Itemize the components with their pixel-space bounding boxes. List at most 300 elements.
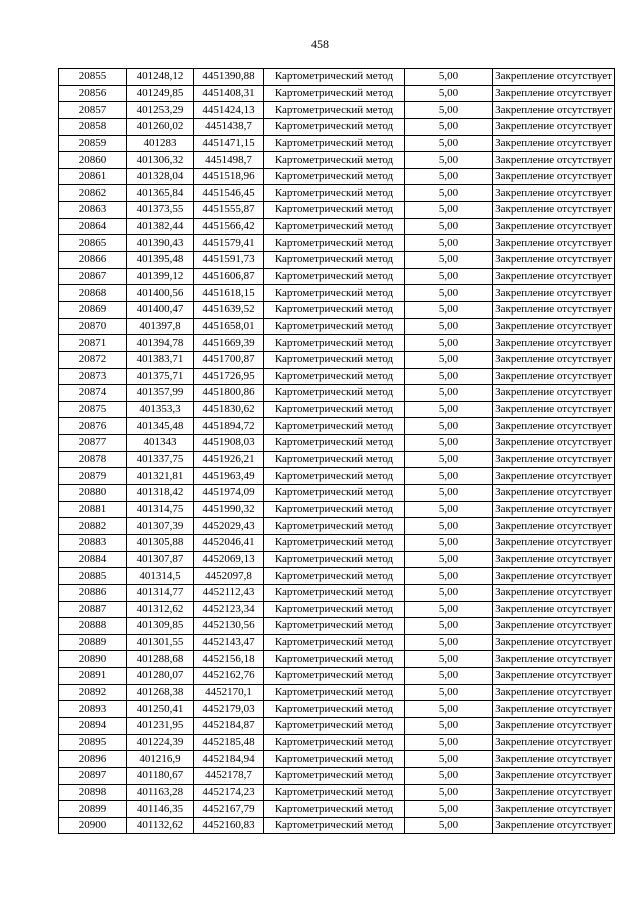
table-row — [59, 618, 615, 635]
y-coordinate-cell: 4451566,42 — [194, 218, 264, 235]
fixing-cell: Закрепление отсутствует — [493, 368, 615, 385]
method-cell: Картометрический метод — [264, 601, 405, 618]
fixing-cell: Закрепление отсутствует — [493, 318, 615, 335]
accuracy-cell: 5,00 — [405, 268, 493, 285]
x-coordinate-cell: 401314,77 — [127, 584, 194, 601]
table-row — [59, 468, 615, 485]
method-cell: Картометрический метод — [264, 152, 405, 169]
accuracy-cell: 5,00 — [405, 518, 493, 535]
fixing-cell: Закрепление отсутствует — [493, 717, 615, 734]
method-cell: Картометрический метод — [264, 202, 405, 219]
table-row — [59, 168, 615, 185]
table-row — [59, 335, 615, 352]
method-cell: Картометрический метод — [264, 618, 405, 635]
method-cell: Картометрический метод — [264, 668, 405, 685]
fixing-cell: Закрепление отсутствует — [493, 168, 615, 185]
x-coordinate-cell: 401375,71 — [127, 368, 194, 385]
fixing-cell: Закрепление отсутствует — [493, 501, 615, 518]
method-cell: Картометрический метод — [264, 485, 405, 502]
y-coordinate-cell: 4451726,95 — [194, 368, 264, 385]
fixing-cell: Закрепление отсутствует — [493, 435, 615, 452]
x-coordinate-cell: 401248,12 — [127, 69, 194, 86]
fixing-cell: Закрепление отсутствует — [493, 235, 615, 252]
accuracy-cell: 5,00 — [405, 285, 493, 302]
method-cell: Картометрический метод — [264, 385, 405, 402]
y-coordinate-cell: 4451424,13 — [194, 102, 264, 119]
accuracy-cell: 5,00 — [405, 69, 493, 86]
point-number-cell: 20880 — [59, 485, 127, 502]
x-coordinate-cell: 401357,99 — [127, 385, 194, 402]
table-row — [59, 268, 615, 285]
point-number-cell: 20896 — [59, 751, 127, 768]
fixing-cell: Закрепление отсутствует — [493, 252, 615, 269]
x-coordinate-cell: 401337,75 — [127, 451, 194, 468]
table-row — [59, 651, 615, 668]
method-cell: Картометрический метод — [264, 751, 405, 768]
fixing-cell: Закрепление отсутствует — [493, 418, 615, 435]
x-coordinate-cell: 401353,3 — [127, 401, 194, 418]
y-coordinate-cell: 4452112,43 — [194, 584, 264, 601]
x-coordinate-cell: 401180,67 — [127, 767, 194, 784]
method-cell: Картометрический метод — [264, 168, 405, 185]
fixing-cell: Закрепление отсутствует — [493, 668, 615, 685]
table-row — [59, 202, 615, 219]
accuracy-cell: 5,00 — [405, 218, 493, 235]
x-coordinate-cell: 401224,39 — [127, 734, 194, 751]
y-coordinate-cell: 4452046,41 — [194, 534, 264, 551]
table-row — [59, 152, 615, 169]
point-number-cell: 20857 — [59, 102, 127, 119]
accuracy-cell: 5,00 — [405, 168, 493, 185]
x-coordinate-cell: 401399,12 — [127, 268, 194, 285]
accuracy-cell: 5,00 — [405, 717, 493, 734]
y-coordinate-cell: 4451669,39 — [194, 335, 264, 352]
table-row — [59, 584, 615, 601]
point-number-cell: 20864 — [59, 218, 127, 235]
accuracy-cell: 5,00 — [405, 751, 493, 768]
point-number-cell: 20882 — [59, 518, 127, 535]
x-coordinate-cell: 401394,78 — [127, 335, 194, 352]
y-coordinate-cell: 4451894,72 — [194, 418, 264, 435]
x-coordinate-cell: 401383,71 — [127, 351, 194, 368]
y-coordinate-cell: 4451390,88 — [194, 69, 264, 86]
method-cell: Картометрический метод — [264, 584, 405, 601]
accuracy-cell: 5,00 — [405, 301, 493, 318]
accuracy-cell: 5,00 — [405, 734, 493, 751]
accuracy-cell: 5,00 — [405, 435, 493, 452]
fixing-cell: Закрепление отсутствует — [493, 651, 615, 668]
y-coordinate-cell: 4452160,83 — [194, 817, 264, 834]
table-row — [59, 385, 615, 402]
method-cell: Картометрический метод — [264, 268, 405, 285]
point-number-cell: 20898 — [59, 784, 127, 801]
accuracy-cell: 5,00 — [405, 102, 493, 119]
x-coordinate-cell: 401343 — [127, 435, 194, 452]
x-coordinate-cell: 401305,88 — [127, 534, 194, 551]
method-cell: Картометрический метод — [264, 784, 405, 801]
point-number-cell: 20884 — [59, 551, 127, 568]
accuracy-cell: 5,00 — [405, 235, 493, 252]
y-coordinate-cell: 4451555,87 — [194, 202, 264, 219]
accuracy-cell: 5,00 — [405, 368, 493, 385]
point-number-cell: 20889 — [59, 634, 127, 651]
table-row — [59, 451, 615, 468]
point-number-cell: 20862 — [59, 185, 127, 202]
point-number-cell: 20866 — [59, 252, 127, 269]
accuracy-cell: 5,00 — [405, 618, 493, 635]
x-coordinate-cell: 401345,48 — [127, 418, 194, 435]
y-coordinate-cell: 4451658,01 — [194, 318, 264, 335]
accuracy-cell: 5,00 — [405, 85, 493, 102]
fixing-cell: Закрепление отсутствует — [493, 285, 615, 302]
method-cell: Картометрический метод — [264, 801, 405, 818]
x-coordinate-cell: 401318,42 — [127, 485, 194, 502]
x-coordinate-cell: 401395,48 — [127, 252, 194, 269]
method-cell: Картометрический метод — [264, 817, 405, 834]
point-number-cell: 20876 — [59, 418, 127, 435]
fixing-cell: Закрепление отсутствует — [493, 451, 615, 468]
y-coordinate-cell: 4452185,48 — [194, 734, 264, 751]
table-row — [59, 218, 615, 235]
x-coordinate-cell: 401397,8 — [127, 318, 194, 335]
point-number-cell: 20881 — [59, 501, 127, 518]
coordinates-table-body — [59, 69, 615, 834]
accuracy-cell: 5,00 — [405, 767, 493, 784]
y-coordinate-cell: 4451408,31 — [194, 85, 264, 102]
method-cell: Картометрический метод — [264, 418, 405, 435]
method-cell: Картометрический метод — [264, 401, 405, 418]
x-coordinate-cell: 401249,85 — [127, 85, 194, 102]
fixing-cell: Закрепление отсутствует — [493, 401, 615, 418]
method-cell: Картометрический метод — [264, 651, 405, 668]
accuracy-cell: 5,00 — [405, 551, 493, 568]
point-number-cell: 20869 — [59, 301, 127, 318]
method-cell: Картометрический метод — [264, 235, 405, 252]
x-coordinate-cell: 401231,95 — [127, 717, 194, 734]
point-number-cell: 20886 — [59, 584, 127, 601]
fixing-cell: Закрепление отсутствует — [493, 751, 615, 768]
fixing-cell: Закрепление отсутствует — [493, 85, 615, 102]
accuracy-cell: 5,00 — [405, 202, 493, 219]
accuracy-cell: 5,00 — [405, 701, 493, 718]
y-coordinate-cell: 4451498,7 — [194, 152, 264, 169]
accuracy-cell: 5,00 — [405, 185, 493, 202]
fixing-cell: Закрепление отсутствует — [493, 185, 615, 202]
method-cell: Картометрический метод — [264, 767, 405, 784]
x-coordinate-cell: 401132,62 — [127, 817, 194, 834]
y-coordinate-cell: 4452167,79 — [194, 801, 264, 818]
fixing-cell: Закрепление отсутствует — [493, 518, 615, 535]
y-coordinate-cell: 4452184,87 — [194, 717, 264, 734]
x-coordinate-cell: 401301,55 — [127, 634, 194, 651]
fixing-cell: Закрепление отсутствует — [493, 767, 615, 784]
x-coordinate-cell: 401260,02 — [127, 118, 194, 135]
point-number-cell: 20872 — [59, 351, 127, 368]
point-number-cell: 20891 — [59, 668, 127, 685]
table-row — [59, 318, 615, 335]
point-number-cell: 20858 — [59, 118, 127, 135]
fixing-cell: Закрепление отсутствует — [493, 485, 615, 502]
y-coordinate-cell: 4451471,15 — [194, 135, 264, 152]
accuracy-cell: 5,00 — [405, 468, 493, 485]
x-coordinate-cell: 401288,68 — [127, 651, 194, 668]
y-coordinate-cell: 4451639,52 — [194, 301, 264, 318]
fixing-cell: Закрепление отсутствует — [493, 135, 615, 152]
table-row — [59, 435, 615, 452]
x-coordinate-cell: 401306,32 — [127, 152, 194, 169]
y-coordinate-cell: 4451606,87 — [194, 268, 264, 285]
x-coordinate-cell: 401216,9 — [127, 751, 194, 768]
fixing-cell: Закрепление отсутствует — [493, 118, 615, 135]
x-coordinate-cell: 401253,29 — [127, 102, 194, 119]
fixing-cell: Закрепление отсутствует — [493, 584, 615, 601]
table-row — [59, 551, 615, 568]
point-number-cell: 20899 — [59, 801, 127, 818]
fixing-cell: Закрепление отсутствует — [493, 268, 615, 285]
point-number-cell: 20875 — [59, 401, 127, 418]
coordinates-table — [58, 68, 615, 834]
point-number-cell: 20883 — [59, 534, 127, 551]
x-coordinate-cell: 401382,44 — [127, 218, 194, 235]
table-row — [59, 285, 615, 302]
x-coordinate-cell: 401307,87 — [127, 551, 194, 568]
method-cell: Картометрический метод — [264, 118, 405, 135]
method-cell: Картометрический метод — [264, 318, 405, 335]
y-coordinate-cell: 4451579,41 — [194, 235, 264, 252]
method-cell: Картометрический метод — [264, 568, 405, 585]
fixing-cell: Закрепление отсутствует — [493, 568, 615, 585]
table-row — [59, 351, 615, 368]
table-row — [59, 668, 615, 685]
accuracy-cell: 5,00 — [405, 451, 493, 468]
point-number-cell: 20855 — [59, 69, 127, 86]
x-coordinate-cell: 401400,47 — [127, 301, 194, 318]
accuracy-cell: 5,00 — [405, 135, 493, 152]
method-cell: Картометрический метод — [264, 301, 405, 318]
x-coordinate-cell: 401309,85 — [127, 618, 194, 635]
table-row — [59, 734, 615, 751]
table-row — [59, 601, 615, 618]
point-number-cell: 20865 — [59, 235, 127, 252]
table-row — [59, 634, 615, 651]
y-coordinate-cell: 4451908,03 — [194, 435, 264, 452]
point-number-cell: 20871 — [59, 335, 127, 352]
y-coordinate-cell: 4452069,13 — [194, 551, 264, 568]
x-coordinate-cell: 401268,38 — [127, 684, 194, 701]
x-coordinate-cell: 401250,41 — [127, 701, 194, 718]
x-coordinate-cell: 401314,75 — [127, 501, 194, 518]
fixing-cell: Закрепление отсутствует — [493, 218, 615, 235]
table-row — [59, 102, 615, 119]
fixing-cell: Закрепление отсутствует — [493, 801, 615, 818]
fixing-cell: Закрепление отсутствует — [493, 817, 615, 834]
y-coordinate-cell: 4452174,23 — [194, 784, 264, 801]
x-coordinate-cell: 401365,84 — [127, 185, 194, 202]
x-coordinate-cell: 401146,35 — [127, 801, 194, 818]
fixing-cell: Закрепление отсутствует — [493, 634, 615, 651]
accuracy-cell: 5,00 — [405, 418, 493, 435]
accuracy-cell: 5,00 — [405, 401, 493, 418]
point-number-cell: 20870 — [59, 318, 127, 335]
accuracy-cell: 5,00 — [405, 501, 493, 518]
method-cell: Картометрический метод — [264, 518, 405, 535]
accuracy-cell: 5,00 — [405, 318, 493, 335]
method-cell: Картометрический метод — [264, 335, 405, 352]
point-number-cell: 20890 — [59, 651, 127, 668]
y-coordinate-cell: 4451546,45 — [194, 185, 264, 202]
method-cell: Картометрический метод — [264, 451, 405, 468]
x-coordinate-cell: 401163,28 — [127, 784, 194, 801]
fixing-cell: Закрепление отсутствует — [493, 385, 615, 402]
table-row — [59, 767, 615, 784]
accuracy-cell: 5,00 — [405, 601, 493, 618]
y-coordinate-cell: 4452029,43 — [194, 518, 264, 535]
method-cell: Картометрический метод — [264, 69, 405, 86]
table-row — [59, 118, 615, 135]
accuracy-cell: 5,00 — [405, 801, 493, 818]
table-row — [59, 817, 615, 834]
method-cell: Картометрический метод — [264, 684, 405, 701]
fixing-cell: Закрепление отсутствует — [493, 102, 615, 119]
method-cell: Картометрический метод — [264, 135, 405, 152]
accuracy-cell: 5,00 — [405, 634, 493, 651]
method-cell: Картометрический метод — [264, 351, 405, 368]
accuracy-cell: 5,00 — [405, 584, 493, 601]
fixing-cell: Закрепление отсутствует — [493, 684, 615, 701]
accuracy-cell: 5,00 — [405, 668, 493, 685]
point-number-cell: 20878 — [59, 451, 127, 468]
point-number-cell: 20897 — [59, 767, 127, 784]
x-coordinate-cell: 401328,04 — [127, 168, 194, 185]
point-number-cell: 20894 — [59, 717, 127, 734]
table-row — [59, 85, 615, 102]
y-coordinate-cell: 4451438,7 — [194, 118, 264, 135]
method-cell: Картометрический метод — [264, 551, 405, 568]
y-coordinate-cell: 4451963,49 — [194, 468, 264, 485]
method-cell: Картометрический метод — [264, 701, 405, 718]
point-number-cell: 20877 — [59, 435, 127, 452]
y-coordinate-cell: 4451974,09 — [194, 485, 264, 502]
method-cell: Картометрический метод — [264, 435, 405, 452]
y-coordinate-cell: 4451618,15 — [194, 285, 264, 302]
table-row — [59, 518, 615, 535]
fixing-cell: Закрепление отсутствует — [493, 152, 615, 169]
accuracy-cell: 5,00 — [405, 252, 493, 269]
y-coordinate-cell: 4452156,18 — [194, 651, 264, 668]
point-number-cell: 20885 — [59, 568, 127, 585]
y-coordinate-cell: 4452184,94 — [194, 751, 264, 768]
method-cell: Картометрический метод — [264, 717, 405, 734]
point-number-cell: 20861 — [59, 168, 127, 185]
table-row — [59, 801, 615, 818]
point-number-cell: 20893 — [59, 701, 127, 718]
y-coordinate-cell: 4452178,7 — [194, 767, 264, 784]
table-row — [59, 235, 615, 252]
fixing-cell: Закрепление отсутствует — [493, 202, 615, 219]
y-coordinate-cell: 4451990,32 — [194, 501, 264, 518]
table-row — [59, 684, 615, 701]
x-coordinate-cell: 401373,55 — [127, 202, 194, 219]
method-cell: Картометрический метод — [264, 501, 405, 518]
accuracy-cell: 5,00 — [405, 485, 493, 502]
x-coordinate-cell: 401400,56 — [127, 285, 194, 302]
accuracy-cell: 5,00 — [405, 784, 493, 801]
method-cell: Картометрический метод — [264, 468, 405, 485]
point-number-cell: 20859 — [59, 135, 127, 152]
fixing-cell: Закрепление отсутствует — [493, 784, 615, 801]
fixing-cell: Закрепление отсутствует — [493, 701, 615, 718]
fixing-cell: Закрепление отсутствует — [493, 301, 615, 318]
method-cell: Картометрический метод — [264, 534, 405, 551]
y-coordinate-cell: 4452143,47 — [194, 634, 264, 651]
accuracy-cell: 5,00 — [405, 568, 493, 585]
point-number-cell: 20868 — [59, 285, 127, 302]
table-row — [59, 485, 615, 502]
table-row — [59, 534, 615, 551]
y-coordinate-cell: 4452179,03 — [194, 701, 264, 718]
y-coordinate-cell: 4451591,73 — [194, 252, 264, 269]
accuracy-cell: 5,00 — [405, 684, 493, 701]
page-number: 458 — [311, 37, 329, 51]
y-coordinate-cell: 4451830,62 — [194, 401, 264, 418]
y-coordinate-cell: 4452162,76 — [194, 668, 264, 685]
x-coordinate-cell: 401307,39 — [127, 518, 194, 535]
fixing-cell: Закрепление отсутствует — [493, 551, 615, 568]
y-coordinate-cell: 4451800,86 — [194, 385, 264, 402]
y-coordinate-cell: 4451926,21 — [194, 451, 264, 468]
point-number-cell: 20888 — [59, 618, 127, 635]
fixing-cell: Закрепление отсутствует — [493, 468, 615, 485]
table-row — [59, 368, 615, 385]
point-number-cell: 20873 — [59, 368, 127, 385]
method-cell: Картометрический метод — [264, 102, 405, 119]
fixing-cell: Закрепление отсутствует — [493, 69, 615, 86]
method-cell: Картометрический метод — [264, 634, 405, 651]
x-coordinate-cell: 401283 — [127, 135, 194, 152]
point-number-cell: 20856 — [59, 85, 127, 102]
table-row — [59, 135, 615, 152]
x-coordinate-cell: 401390,43 — [127, 235, 194, 252]
point-number-cell: 20860 — [59, 152, 127, 169]
accuracy-cell: 5,00 — [405, 118, 493, 135]
x-coordinate-cell: 401280,07 — [127, 668, 194, 685]
point-number-cell: 20863 — [59, 202, 127, 219]
method-cell: Картометрический метод — [264, 252, 405, 269]
table-row — [59, 401, 615, 418]
fixing-cell: Закрепление отсутствует — [493, 335, 615, 352]
fixing-cell: Закрепление отсутствует — [493, 601, 615, 618]
y-coordinate-cell: 4451700,87 — [194, 351, 264, 368]
table-row — [59, 252, 615, 269]
point-number-cell: 20900 — [59, 817, 127, 834]
accuracy-cell: 5,00 — [405, 351, 493, 368]
accuracy-cell: 5,00 — [405, 817, 493, 834]
y-coordinate-cell: 4452130,56 — [194, 618, 264, 635]
y-coordinate-cell: 4452123,34 — [194, 601, 264, 618]
accuracy-cell: 5,00 — [405, 152, 493, 169]
point-number-cell: 20887 — [59, 601, 127, 618]
table-row — [59, 717, 615, 734]
accuracy-cell: 5,00 — [405, 534, 493, 551]
method-cell: Картометрический метод — [264, 734, 405, 751]
method-cell: Картометрический метод — [264, 285, 405, 302]
method-cell: Картометрический метод — [264, 218, 405, 235]
fixing-cell: Закрепление отсутствует — [493, 618, 615, 635]
point-number-cell: 20874 — [59, 385, 127, 402]
y-coordinate-cell: 4452170,1 — [194, 684, 264, 701]
table-row — [59, 69, 615, 86]
method-cell: Картометрический метод — [264, 185, 405, 202]
